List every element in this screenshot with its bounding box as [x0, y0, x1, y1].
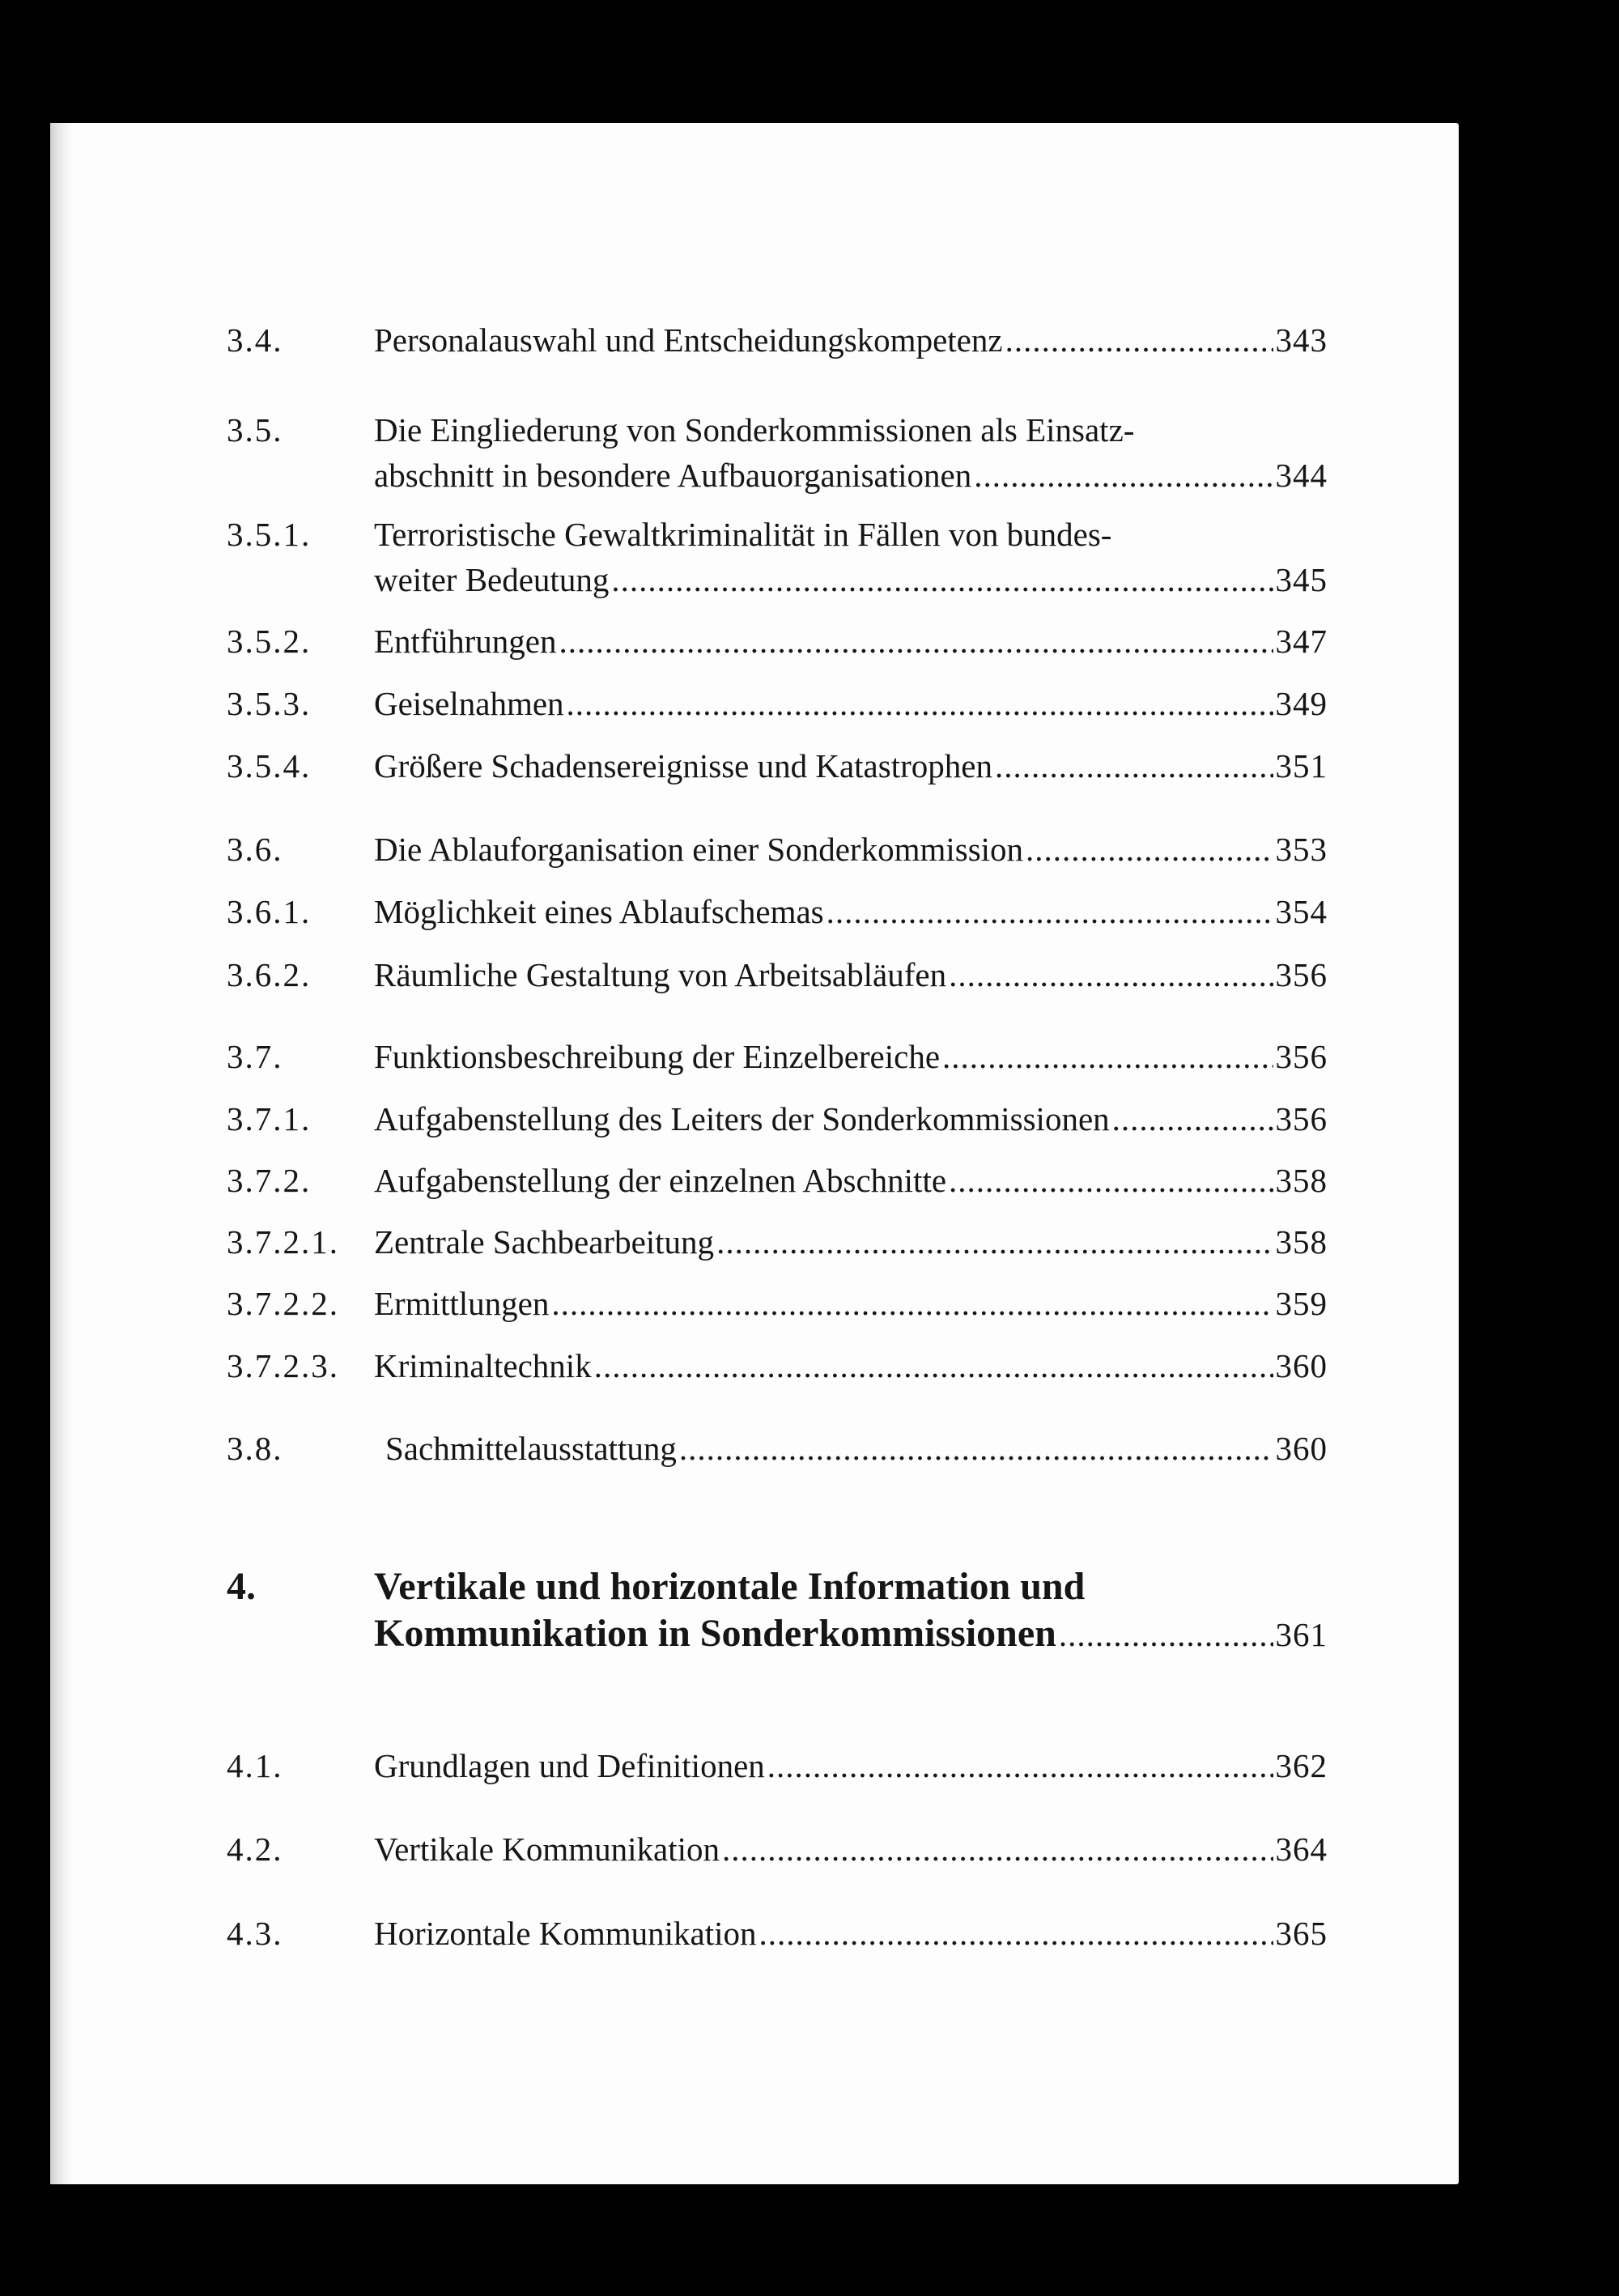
toc-entry-title	[374, 512, 1328, 602]
toc-entry-title-line: Funktionsbeschreibung der Einzelbereiche	[374, 1038, 941, 1075]
toc-entry-title-line: Aufgabenstellung der einzelnen Abschnitte	[374, 1162, 947, 1199]
toc-entry-title-line: Vertikale Kommunikation	[374, 1830, 720, 1868]
toc-entry-title-line: Kriminaltechnik	[374, 1347, 592, 1384]
toc-entry-title-line: Zentrale Sachbearbeitung	[374, 1223, 715, 1261]
toc-entry-number: 4.3.	[227, 1915, 283, 1952]
toc-entry-title-line: Geiselnahmen	[374, 685, 564, 722]
toc-entry-page: 356	[1275, 1038, 1328, 1075]
dot-leader	[1026, 827, 1273, 872]
dot-leader	[1059, 1611, 1273, 1658]
toc-entry-page: 361	[1275, 1616, 1328, 1653]
toc-entry-page: 347	[1275, 623, 1328, 660]
toc-entry-page: 360	[1275, 1347, 1328, 1384]
toc-entry-title-line: Ermittlungen	[374, 1285, 550, 1322]
toc-entry-page: 356	[1275, 1100, 1328, 1137]
dot-leader	[551, 1281, 1273, 1326]
dot-leader	[716, 1219, 1273, 1265]
dot-leader	[567, 681, 1273, 726]
toc-entry-title	[374, 1219, 1328, 1265]
toc-entry-title-line: weiter Bedeutung	[374, 561, 610, 598]
toc-entry-title	[374, 1096, 1328, 1142]
toc-entry-title-line: Horizontale Kommunikation	[374, 1915, 757, 1952]
dot-leader	[974, 453, 1273, 498]
toc-entry-page: 354	[1275, 893, 1328, 930]
toc-entry-page: 349	[1275, 685, 1328, 722]
table-of-contents	[227, 123, 1328, 2184]
toc-entry-title	[374, 743, 1328, 789]
dot-leader	[826, 889, 1273, 934]
toc-entry-title	[374, 1563, 1328, 1658]
page-gutter-shadow	[50, 123, 71, 2184]
toc-entry-title	[374, 1034, 1328, 1079]
toc-entry-number: 3.5.	[227, 411, 283, 449]
dot-leader	[679, 1426, 1273, 1471]
toc-entry-title	[374, 827, 1328, 872]
toc-entry-number: 3.8.	[227, 1430, 283, 1467]
dot-leader	[594, 1343, 1273, 1388]
dot-leader	[949, 1158, 1273, 1203]
toc-entry-title-line: Terroristische Gewaltkriminalität in Fällen von bundes-	[374, 516, 1112, 553]
toc-entry-page: 365	[1275, 1915, 1328, 1952]
toc-entry-page: 344	[1275, 457, 1328, 494]
toc-entry-number: 3.7.2.	[227, 1162, 312, 1199]
dot-leader	[722, 1826, 1273, 1872]
toc-entry-title	[374, 1743, 1328, 1788]
toc-entry-page: 343	[1275, 321, 1328, 359]
book-page	[50, 123, 1459, 2184]
dot-leader	[995, 743, 1273, 789]
dot-leader	[949, 952, 1273, 997]
toc-entry-number: 3.7.2.2.	[227, 1285, 339, 1322]
toc-entry-number: 3.6.	[227, 831, 283, 868]
toc-entry-page: 362	[1275, 1747, 1328, 1784]
toc-entry-number: 3.5.1.	[227, 516, 312, 553]
toc-entry-title	[374, 1158, 1328, 1203]
toc-entry-title-line: Die Ablauforganisation einer Sonderkommission	[374, 831, 1024, 868]
toc-entry-title	[374, 952, 1328, 997]
toc-entry-title	[374, 1911, 1328, 1956]
toc-entry-page: 360	[1275, 1430, 1328, 1467]
dot-leader	[559, 619, 1273, 664]
toc-entry-title	[374, 619, 1328, 664]
toc-entry-number: 3.7.2.1.	[227, 1223, 339, 1261]
toc-entry-number: 3.6.1.	[227, 893, 312, 930]
dot-leader	[759, 1911, 1273, 1956]
toc-entry-number: 3.4.	[227, 321, 283, 359]
toc-entry-title	[374, 681, 1328, 726]
toc-entry-title-line: Entführungen	[374, 623, 557, 660]
toc-entry-number: 3.7.1.	[227, 1100, 312, 1137]
toc-entry-title-line: Die Eingliederung von Sonderkommissionen als Einsatz-	[374, 411, 1135, 449]
toc-entry-page: 356	[1275, 956, 1328, 993]
toc-entry-title-line: Grundlagen und Definitionen	[374, 1747, 765, 1784]
toc-entry-number: 4.	[227, 1565, 256, 1608]
toc-entry-title	[374, 317, 1328, 363]
toc-entry-title-line: Sachmittelausstattung	[385, 1430, 677, 1467]
toc-entry-page: 364	[1275, 1830, 1328, 1868]
toc-entry-title	[385, 1426, 1328, 1471]
toc-entry-title	[374, 1343, 1328, 1388]
toc-entry-number: 3.5.2.	[227, 623, 312, 660]
toc-entry-number: 3.5.3.	[227, 685, 312, 722]
toc-entry-number: 3.6.2.	[227, 956, 312, 993]
toc-entry-number: 3.7.2.3.	[227, 1347, 339, 1384]
toc-entry-page: 358	[1275, 1223, 1328, 1261]
toc-entry-page: 353	[1275, 831, 1328, 868]
toc-entry-title	[374, 1281, 1328, 1326]
toc-entry-page: 345	[1275, 561, 1328, 598]
dot-leader	[611, 557, 1273, 602]
toc-entry-title	[374, 1826, 1328, 1872]
toc-entry-title-line: Größere Schadensereignisse und Katastrophen	[374, 747, 992, 784]
toc-entry-number: 3.5.4.	[227, 747, 312, 784]
toc-entry-page: 359	[1275, 1285, 1328, 1322]
toc-entry-page: 358	[1275, 1162, 1328, 1199]
toc-entry-title-line: abschnitt in besondere Aufbauorganisationen	[374, 457, 972, 494]
toc-entry-title	[374, 889, 1328, 934]
dot-leader	[942, 1034, 1273, 1079]
toc-entry-title-line: Kommunikation in Sonderkommissionen	[374, 1612, 1056, 1655]
toc-entry-page: 351	[1275, 747, 1328, 784]
dot-leader	[1112, 1096, 1273, 1142]
toc-entry-title	[374, 407, 1328, 498]
dot-leader	[767, 1743, 1273, 1788]
toc-entry-title-line: Personalauswahl und Entscheidungskompetenz	[374, 321, 1003, 359]
toc-entry-title-line: Aufgabenstellung des Leiters der Sonderkommissionen	[374, 1100, 1110, 1137]
toc-entry-number: 3.7.	[227, 1038, 283, 1075]
toc-entry-title-line: Möglichkeit eines Ablaufschemas	[374, 893, 824, 930]
dot-leader	[1005, 317, 1273, 363]
toc-entry-title-line: Vertikale und horizontale Information und	[374, 1565, 1086, 1608]
toc-entry-number: 4.1.	[227, 1747, 283, 1784]
toc-entry-number: 4.2.	[227, 1830, 283, 1868]
toc-entry-title-line: Räumliche Gestaltung von Arbeitsabläufen	[374, 956, 947, 993]
